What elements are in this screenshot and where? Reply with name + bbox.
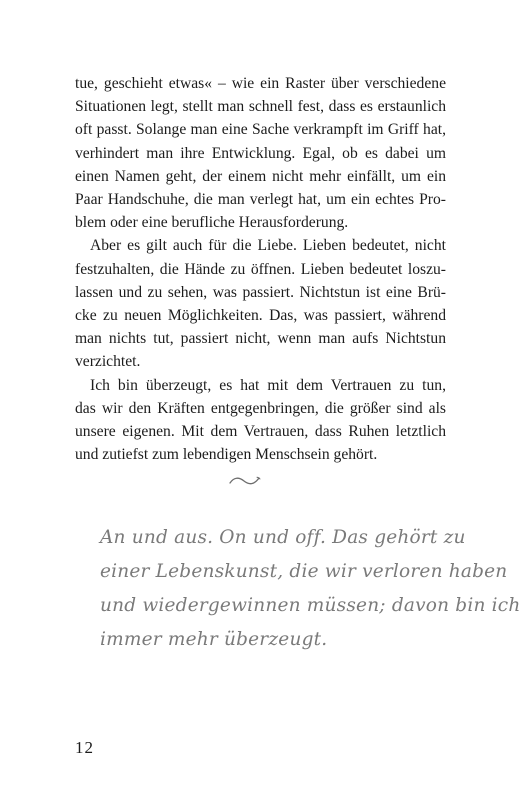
quote-line: einer Lebenskunst, die wir verloren haben <box>100 561 508 582</box>
text-line: blem oder eine berufliche Herausforderung. <box>75 214 349 232</box>
pull-quote <box>100 521 521 657</box>
text-line: Aber es gilt auch für die Liebe. Lieben bedeutet, nicht <box>90 237 446 255</box>
text-line: festzuhalten, die Hände zu öffnen. Lieben bedeutet loszu- <box>75 260 446 278</box>
paragraph-1 <box>75 72 446 234</box>
quote-line: An und aus. On und off. Das gehört zu <box>100 527 466 548</box>
page-number: 12 <box>75 738 94 757</box>
text-line: einen Namen geht, der einem nicht mehr einfällt, um ein <box>75 167 446 185</box>
text-line: lassen und zu sehen, was passiert. Nichtstun ist eine Brü- <box>75 283 446 301</box>
quote-line: immer mehr überzeugt. <box>100 629 328 650</box>
text-line: Paar Handschuhe, die man verlegt hat, um ein echtes Pro- <box>75 191 446 209</box>
text-line: das wir den Kräften entgegenbringen, die größer sind als <box>75 399 446 417</box>
text-line: man nichts tut, passiert nicht, wenn man aufs Nichtstun <box>75 330 446 348</box>
tilde-swash-ornament-icon <box>228 474 262 488</box>
text-line: unsere eigenen. Mit dem Vertrauen, dass Ruhen letztlich <box>75 423 446 441</box>
paragraph-2 <box>75 234 446 373</box>
text-line: oft passt. Solange man eine Sache verkrampft im Griff hat, <box>75 121 446 139</box>
text-line: cke zu neuen Möglichkeiten. Das, was passiert, während <box>75 307 446 325</box>
text-line: tue, geschieht etwas« – wie ein Raster über verschiedene <box>75 75 446 92</box>
text-line: Ich bin überzeugt, es hat mit dem Vertrauen zu tun, <box>90 376 446 394</box>
paragraph-3 <box>75 374 446 467</box>
text-line: und zutiefst zum lebendigen Menschsein gehört. <box>75 446 378 464</box>
body-text <box>75 72 446 466</box>
text-line: verhindert man ihre Entwicklung. Egal, ob es dabei um <box>75 144 446 162</box>
quote-line: und wiedergewinnen müssen; davon bin ich <box>100 595 521 616</box>
text-line: Situationen legt, stellt man schnell fest, dass es erstaunlich <box>75 98 446 116</box>
text-line: verzichtet. <box>75 353 141 371</box>
